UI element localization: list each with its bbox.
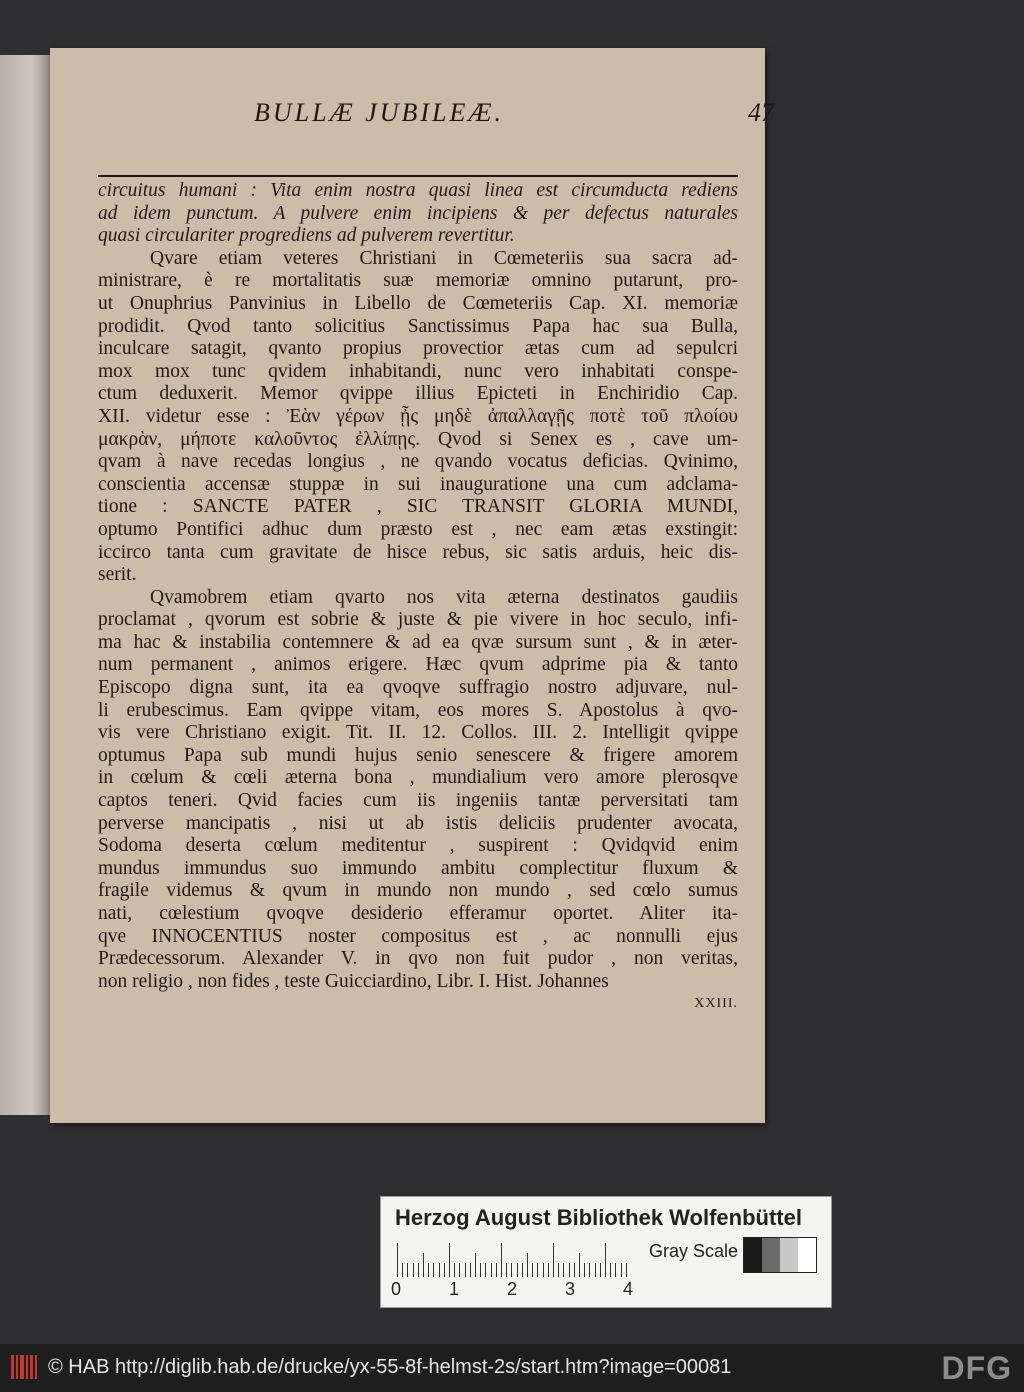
library-name: Herzog August Bibliothek Wolfenbüttel (395, 1205, 802, 1230)
text-line: Prædecessorum. Alexander V. in qvo non fuit pudor , non veritas, (98, 948, 738, 970)
ruler-tick (449, 1243, 450, 1277)
ruler-tick (433, 1263, 434, 1277)
gray-scale-swatch (743, 1237, 817, 1273)
ruler-tick (480, 1263, 481, 1277)
ruler-tick (527, 1253, 528, 1277)
text-line: ctum deduxerit. Memor qvippe illius Epicteti in Enchiridio Cap. (98, 383, 738, 405)
text-line: quasi circulariter progrediens ad pulverem revertitur. (98, 225, 515, 247)
running-head (254, 96, 774, 136)
text-line: optumus Papa sub mundi hujus senio senescere & frigere amorem (98, 744, 738, 766)
ruler-tick (589, 1263, 590, 1277)
ruler-tick (407, 1263, 408, 1277)
page-number: 47 (748, 98, 774, 127)
text-line: ministrare, è re mortalitatis suæ memoriæ omnino putarunt, pro- (98, 270, 738, 292)
text-line: Episcopo digna sunt, ita ea qvoqve suffragio nostro adjuvare, nul- (98, 677, 738, 699)
ruler-tick (522, 1263, 523, 1277)
ruler-tick (459, 1263, 460, 1277)
ruler-tick (402, 1263, 403, 1277)
gray-scale-label: Gray Scale (649, 1241, 739, 1261)
text-line: Sodoma deserta cœlum meditentur , suspirent : Qvidqvid enim (98, 835, 738, 857)
ruler-tick (439, 1263, 440, 1277)
text-line: iccirco tanta cum gravitate de hisce rebus, sic satis arduis, heic dis- (98, 541, 738, 563)
text-line: tione : SANCTE PATER , SIC TRANSIT GLORIA MUNDI, (98, 496, 738, 518)
text-line: conscientia accensæ stuppæ in sui inauguratione una cum adclama- (98, 473, 738, 495)
ruler-number: 0 (391, 1279, 402, 1299)
ruler-tick (558, 1263, 559, 1277)
ruler-tick (553, 1243, 554, 1277)
body-text (98, 180, 738, 1016)
ruler-tick (475, 1253, 476, 1277)
copyright-url[interactable]: © HAB http://diglib.hab.de/drucke/yx-55-8f-helmst-2s/start.htm?image=00081 (48, 1356, 732, 1378)
ruler-tick (413, 1263, 414, 1277)
text-line: in cœlum & cœli æterna bona , mundialium vero amore plerosqve (98, 767, 738, 789)
text-line: μακρὰν, μήποτε καλοῦντος ἐλλίπῃς. Qvod si Senex es , cave um- (98, 428, 738, 450)
ruler-number: 1 (449, 1279, 460, 1299)
text-line: mundus immundus suo immundo ambitu complectitur fluxum & (98, 857, 738, 879)
ruler-tick (626, 1263, 627, 1277)
book-page (50, 48, 774, 1123)
header-rule (98, 175, 738, 177)
text-line: Qvare etiam veteres Christiani in Cœmeteriis sua sacra ad- (150, 247, 738, 269)
text-line: ut Onuphrius Panvinius in Libello de Cœmeteriis Cap. XI. memoriæ (98, 292, 738, 314)
text-line: Qvamobrem etiam qvarto nos vita æterna destinatos gaudiis (150, 586, 738, 608)
ruler-tick (428, 1263, 429, 1277)
text-line: serit. (98, 564, 137, 586)
text-line: circuitus humani : Vita enim nostra quasi linea est circumducta rediens (98, 180, 738, 201)
ruler-tick (454, 1263, 455, 1277)
ruler-tick (532, 1263, 533, 1277)
running-title: BULLÆ JUBILEÆ. (254, 98, 505, 127)
ruler-number: 3 (565, 1279, 576, 1299)
measurement-ruler (397, 1241, 627, 1277)
ruler-tick (548, 1263, 549, 1277)
text-line: qvam à nave recedas longius , ne qvando vocatus deficias. Qvinimo, (98, 451, 738, 473)
ruler-tick (511, 1263, 512, 1277)
ruler-tick (496, 1263, 497, 1277)
text-line: ma hac & instabilia contemnere & ad ea qvæ sursum sunt , & in æter- (98, 631, 738, 653)
text-line: non religio , non fides , teste Guicciardino, Libr. I. Hist. Johannes (98, 970, 609, 992)
ruler-tick (423, 1253, 424, 1277)
text-line: XII. videtur esse : Ἐὰν γέρων ᾖς μηδὲ ἀπαλλαγῇς ποτὲ τοῦ πλοίου (98, 405, 738, 427)
ruler-tick (418, 1263, 419, 1277)
text-line: prodidit. Qvod tanto solicitius Sanctissimus Papa hac sua Bulla, (98, 315, 738, 337)
adjacent-page-edge (0, 55, 54, 1115)
text-line: li erubescimus. Eam qvippe vitam, eos mores S. Apostolus à qvo- (98, 699, 738, 721)
ruler-tick (501, 1243, 502, 1277)
ruler-tick (610, 1263, 611, 1277)
library-label-card (380, 1196, 832, 1308)
text-line: inculcare satagit, qvanto propius provectior ætas cum ad sepulcri (98, 338, 738, 360)
ruler-tick (491, 1263, 492, 1277)
ruler-tick (615, 1263, 616, 1277)
gray-swatch (798, 1238, 816, 1272)
text-line: fragile videmus & qvum in mundo non mundo , sed cœlo sumus (98, 880, 738, 902)
ruler-tick (574, 1263, 575, 1277)
text-line: qve INNOCENTIUS noster compositus est , ac nonnulli ejus (98, 925, 738, 947)
gray-swatch (744, 1238, 762, 1272)
ruler-tick (485, 1263, 486, 1277)
ruler-tick (569, 1263, 570, 1277)
ruler-tick (584, 1263, 585, 1277)
ruler-tick (506, 1263, 507, 1277)
ruler-tick (595, 1263, 596, 1277)
ruler-tick (579, 1253, 580, 1277)
barcode-icon (10, 1352, 40, 1382)
text-line: captos teneri. Qvid facies cum iis ingeniis tantæ perversitati tam (98, 790, 738, 812)
ruler-tick (517, 1263, 518, 1277)
ruler-tick (543, 1263, 544, 1277)
ruler-tick (470, 1263, 471, 1277)
gray-swatch (780, 1238, 798, 1272)
catchword: XXIII. (694, 996, 738, 1012)
text-line: proclamat , qvorum est sobrie & juste & pie vivere in hoc seculo, infi- (98, 609, 738, 631)
ruler-tick (600, 1263, 601, 1277)
ruler-number: 4 (623, 1279, 634, 1299)
text-line: num permanent , animos erigere. Hæc qvum adprime pia & tanto (98, 654, 738, 676)
ruler-number: 2 (507, 1279, 518, 1299)
text-line: perverse mancipatis , nisi ut ab istis deliciis prudenter avocata, (98, 812, 738, 834)
ruler-tick (605, 1243, 606, 1277)
text-line: vis vere Christiano exigit. Tit. II. 12. Collos. III. 2. Intelligit qvippe (98, 722, 738, 744)
text-line: mox mox tunc qvidem inhabitandi, nunc vero inhabitati conspe- (98, 360, 738, 382)
ruler-tick (621, 1263, 622, 1277)
ruler-tick (397, 1243, 398, 1277)
text-line: optumo Pontifici adhuc dum præsto est , nec eam ætas exstingit: (98, 518, 738, 540)
ruler-tick (563, 1263, 564, 1277)
text-line: ad idem punctum. A pulvere enim incipiens & per defectus naturales (98, 202, 738, 224)
text-line: nati, cœlestium qvoqve desiderio efferamur oportet. Aliter ita- (98, 903, 738, 924)
ruler-tick (444, 1263, 445, 1277)
dfg-logo: DFG (941, 1350, 1012, 1386)
ruler-tick (465, 1263, 466, 1277)
viewer-footer (0, 1344, 1024, 1392)
ruler-tick (537, 1263, 538, 1277)
gray-swatch (762, 1238, 780, 1272)
